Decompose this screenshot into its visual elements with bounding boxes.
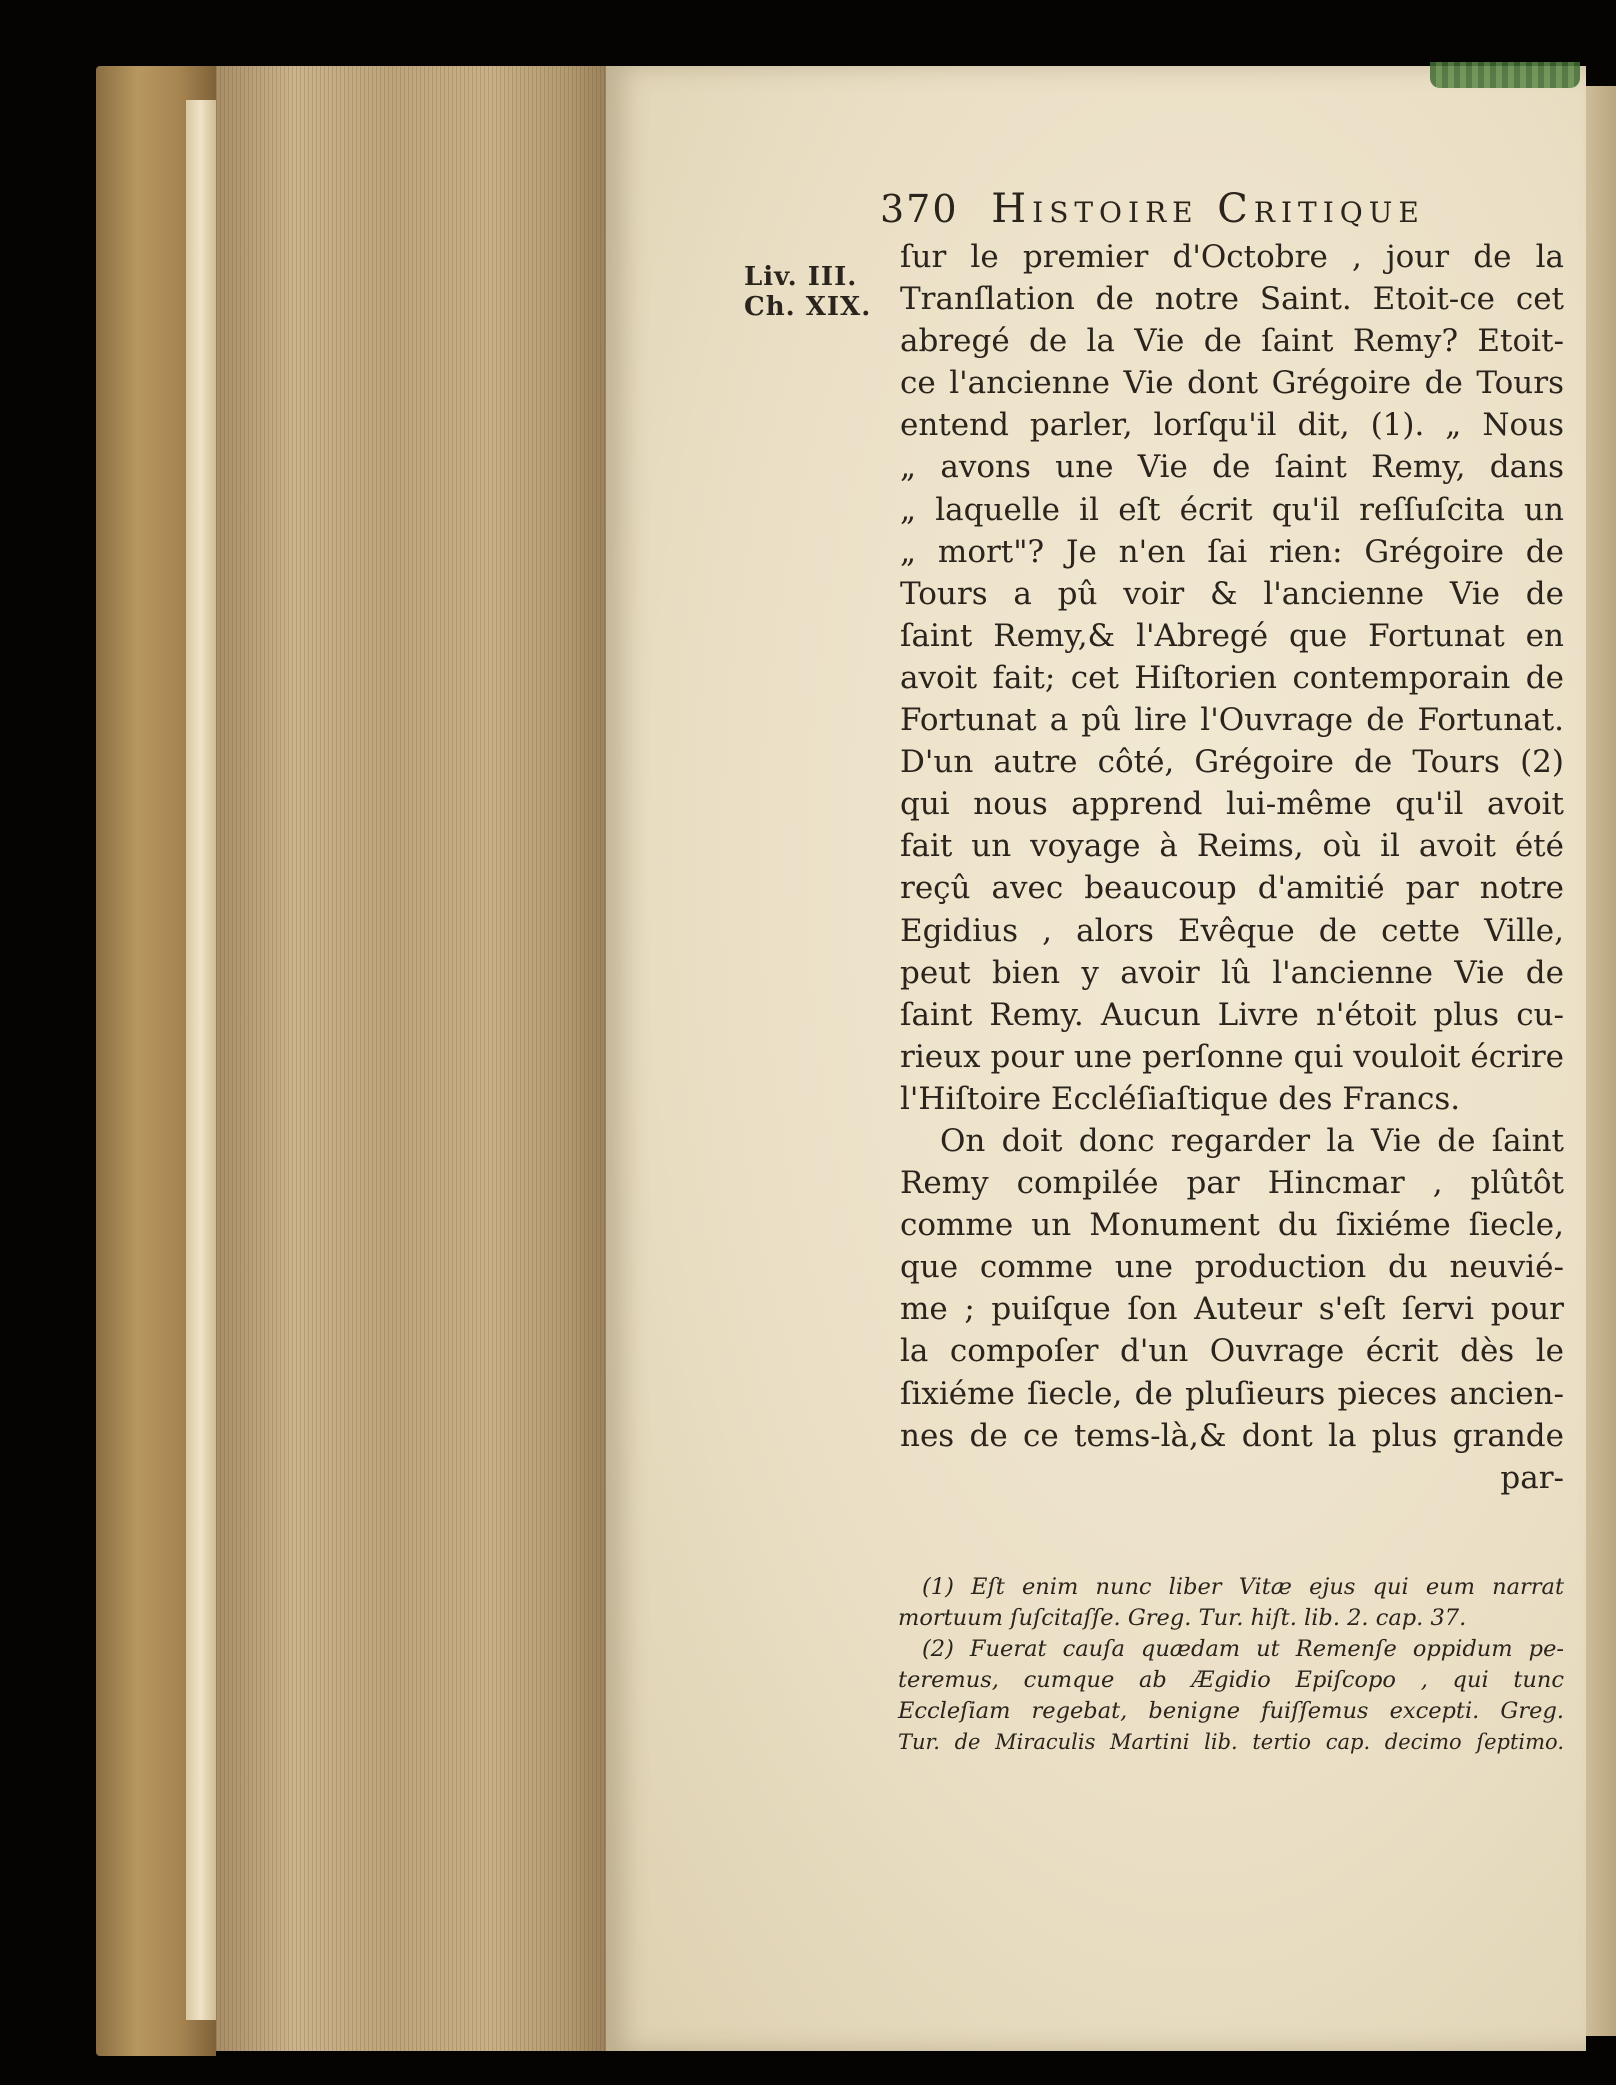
margin-note-book: Liv. III. [744, 262, 858, 292]
cover-inner-strip [186, 100, 216, 2020]
footnote-line: (1) Eſt enim nunc liber Vitæ ejus qui eum narrat [922, 1574, 1564, 1600]
text-line: „ avons une Vie de ſaint Remy, dans [900, 449, 1564, 486]
page-block-edges [216, 66, 606, 2051]
text-line: ce l'ancienne Vie dont Grégoire de Tours [900, 365, 1564, 402]
body-text [900, 236, 1564, 1499]
text-line: abregé de la Vie de ſaint Remy? Etoit- [900, 323, 1564, 360]
bookmark-ribbon [1430, 62, 1580, 88]
text-line: ſixiéme ſiecle, de pluſieurs pieces ancien- [900, 1375, 1564, 1412]
footnote-line: teremus, cumque ab Ægidio Epiſcopo , qui tunc [898, 1667, 1564, 1693]
text-line: rieux pour une perſonne qui vouloit écrire [900, 1038, 1564, 1075]
text-line: ſur le premier d'Octobre , jour de la [900, 239, 1564, 275]
text-line: entend parler, lorſqu'il dit, (1). „ Nous [900, 407, 1564, 444]
text-line: peut bien y avoir lû l'ancienne Vie de [900, 954, 1564, 991]
text-line: me ; puiſque ſon Auteur s'eſt ſervi pour [900, 1291, 1564, 1328]
text-line: que comme une production du neuvié- [900, 1249, 1564, 1286]
text-line: l'Hiſtoire Eccléſiaſtique des Francs. [900, 1080, 1461, 1117]
footnote-line: (2) Fuerat cauſa quædam ut Remenſe oppidum pe- [922, 1636, 1564, 1662]
facing-page-edge [1586, 86, 1616, 2036]
text-line: D'un autre côté, Grégoire de Tours (2) [900, 744, 1564, 781]
text-line: ſaint Remy. Aucun Livre n'étoit plus cu- [900, 996, 1564, 1033]
footnotes [898, 1572, 1564, 1758]
catchword: par- [1500, 1459, 1564, 1496]
footnote-line: mortuum ſuſcitaſſe. Greg. Tur. hiſt. lib. 2. cap. 37. [898, 1605, 1467, 1631]
text-line: On doit donc regarder la Vie de ſaint [940, 1122, 1564, 1159]
text-line: fait un voyage à Reims, où il avoit été [900, 828, 1564, 865]
text-line: Tranſlation de notre Saint. Etoit-ce cet [900, 281, 1564, 318]
text-line: „ mort"? Je n'en ſai rien: Grégoire de [900, 533, 1564, 570]
footnote-line: Eccleſiam regebat, benigne fuiſſemus excepti. Greg. [898, 1698, 1564, 1724]
text-line: qui nous apprend lui-même qu'il avoit [900, 786, 1564, 823]
running-head [880, 186, 1600, 232]
text-line: „ laquelle il eſt écrit qu'il reſſuſcita un [900, 491, 1564, 528]
text-line: ſaint Remy,& l'Abregé que Fortunat en [900, 617, 1564, 654]
page-number: 370 [880, 187, 959, 231]
text-line: Tours a pû voir & l'ancienne Vie de [900, 575, 1564, 612]
text-line: avoit fait; cet Hiſtorien contemporain de [900, 659, 1564, 696]
text-line: Fortunat a pû lire l'Ouvrage de Fortunat. [900, 702, 1564, 739]
text-line: la compoſer d'un Ouvrage écrit dès le [900, 1333, 1564, 1370]
margin-note-chapter: Ch. XIX. [744, 292, 872, 322]
text-line: nes de ce tems-là,& dont la plus grande [900, 1417, 1564, 1454]
text-line: reçû avec beaucoup d'amitié par notre [900, 870, 1564, 907]
text-line: Remy compilée par Hincmar , plûtôt [900, 1165, 1564, 1202]
footnote-line: Tur. de Miraculis Martini lib. tertio cap. decimo ſeptimo. [898, 1730, 1564, 1754]
text-line: comme un Monument du ſixiéme ſiecle, [900, 1207, 1564, 1244]
text-line: Egidius , alors Evêque de cette Ville, [900, 912, 1564, 949]
page-title: Histoire Critique [991, 186, 1425, 232]
